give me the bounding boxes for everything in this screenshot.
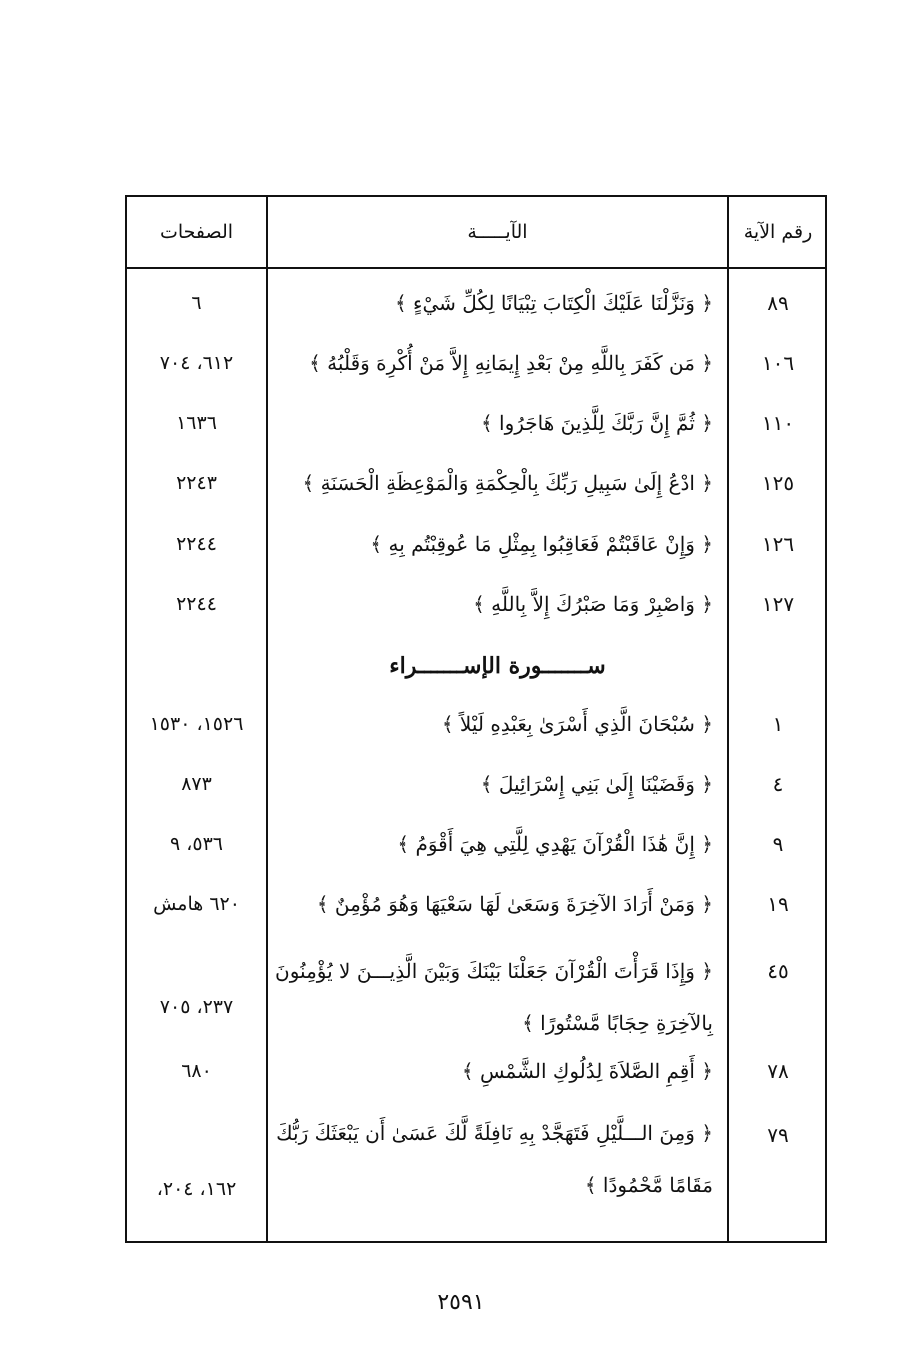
- header-verse: الآيـــــة: [467, 221, 528, 243]
- surah-title: ســـــــورة الإســـــــراء: [389, 653, 606, 679]
- verse-cell: ﴿ أَقِمِ الصَّلاَةَ لِدُلُوكِ الشَّمْسِ ﴾: [461, 1059, 713, 1083]
- verse-cell: ﴿ ثُمَّ إِنَّ رَبَّكَ لِلَّذِينَ هَاجَرُوا ﴾: [480, 411, 713, 435]
- pages-cell: ٦٢٠ هامش: [153, 893, 240, 915]
- pages-cell: ٢٢٤٣: [176, 472, 217, 494]
- verse-number-cell: ٤٥: [767, 959, 789, 983]
- pages-cell: ٦٨٠: [181, 1060, 212, 1082]
- verse-number-cell: ٧٨: [767, 1059, 789, 1083]
- verse-number-cell: ١١٠: [761, 411, 795, 435]
- verse-number-cell: ١٠٦: [761, 351, 795, 375]
- verse-cell: ﴿ وَاصْبِرْ وَمَا صَبْرُكَ إِلاَّ بِاللَّهِ ﴾: [473, 592, 713, 616]
- verse-number-cell: ٩: [772, 832, 784, 856]
- verse-number-cell: ٤: [772, 772, 784, 796]
- verse-number-cell: ١٢٧: [761, 592, 795, 616]
- verse-cell: ﴿ إِنَّ هَٰذَا الْقُرْآنَ يَهْدِي لِلَّتِي هِيَ أَقْوَمُ ﴾: [397, 832, 713, 856]
- header-divider: [127, 267, 825, 269]
- verse-cell: ﴿ سُبْحَانَ الَّذِي أَسْرَىٰ بِعَبْدِهِ لَيْلاً ﴾: [441, 712, 713, 736]
- pages-cell: ٥٣٦، ٩: [169, 833, 223, 855]
- pages-cell: ١٦٣٦: [176, 412, 217, 434]
- index-table: [125, 195, 827, 1243]
- verse-cell: ﴿ وَمَنْ أَرَادَ الآخِرَةَ وَسَعَىٰ لَهَا سَعْيَهَا وَهُوَ مُؤْمِنٌ ﴾: [316, 892, 713, 916]
- verse-cell: ﴿ وَنَزَّلْنَا عَلَيْكَ الْكِتَابَ تِبْيَانًا لِكُلِّ شَيْءٍ ﴾: [394, 291, 713, 315]
- pages-cell: ١٦٢، ٢٠٤،: [156, 1178, 237, 1200]
- verse-number-cell: ١: [772, 712, 784, 736]
- pages-cell: ٨٧٣: [181, 773, 212, 795]
- header-verse-number: رقم الآية: [743, 221, 813, 243]
- pages-cell: ٢٢٤٤: [176, 533, 217, 555]
- pages-cell: ٦: [191, 292, 202, 314]
- verse-cell: ﴿ ادْعُ إِلَىٰ سَبِيلِ رَبِّكَ بِالْحِكْمَةِ وَالْمَوْعِظَةِ الْحَسَنَةِ ﴾: [302, 471, 713, 495]
- verse-number-cell: ٨٩: [767, 291, 789, 315]
- verse-cell: ﴿ وَقَضَيْنَا إِلَىٰ بَنِي إِسْرَائِيلَ ﴾: [480, 772, 713, 796]
- pages-cell: ١٥٢٦، ١٥٣٠: [149, 713, 244, 735]
- verse-cell: ﴿ وَإِذَا قَرَأْتَ الْقُرْآنَ جَعَلْنَا بَيْنَكَ وَبَيْنَ الَّذِيـــنَ لا يُؤْمِنُونَ بِالآخِرَةِ حِجَابًا مَّسْتُورًا ﴾: [275, 959, 713, 1035]
- verse-cell: ﴿ وَمِنَ الـــلَّيْلِ فَتَهَجَّدْ بِهِ نَافِلَةً لَّكَ عَسَىٰ أَن يَبْعَثَكَ رَبُّكَ مَقَامًا مَّحْمُودًا ﴾: [276, 1121, 713, 1197]
- page-number: ٢٥٩١: [437, 1290, 485, 1315]
- verse-cell: ﴿ وَإِنْ عَاقَبْتُمْ فَعَاقِبُوا بِمِثْلِ مَا عُوقِبْتُم بِهِ ﴾: [370, 532, 713, 556]
- verse-number-cell: ١٩: [767, 892, 789, 916]
- header-pages: الصفحات: [159, 221, 234, 243]
- verse-number-cell: ١٢٥: [761, 471, 795, 495]
- verse-number-cell: ١٢٦: [761, 532, 795, 556]
- verse-number-cell: ٧٩: [767, 1123, 789, 1147]
- pages-cell: ٢٣٧، ٧٠٥: [159, 996, 234, 1018]
- verse-cell: ﴿ مَن كَفَرَ بِاللَّهِ مِنْ بَعْدِ إِيمَانِهِ إِلاَّ مَنْ أُكْرِهَ وَقَلْبُهُ ﴾: [309, 351, 713, 375]
- pages-cell: ٦١٢، ٧٠٤: [159, 352, 234, 374]
- pages-cell: ٢٢٤٤: [176, 593, 217, 615]
